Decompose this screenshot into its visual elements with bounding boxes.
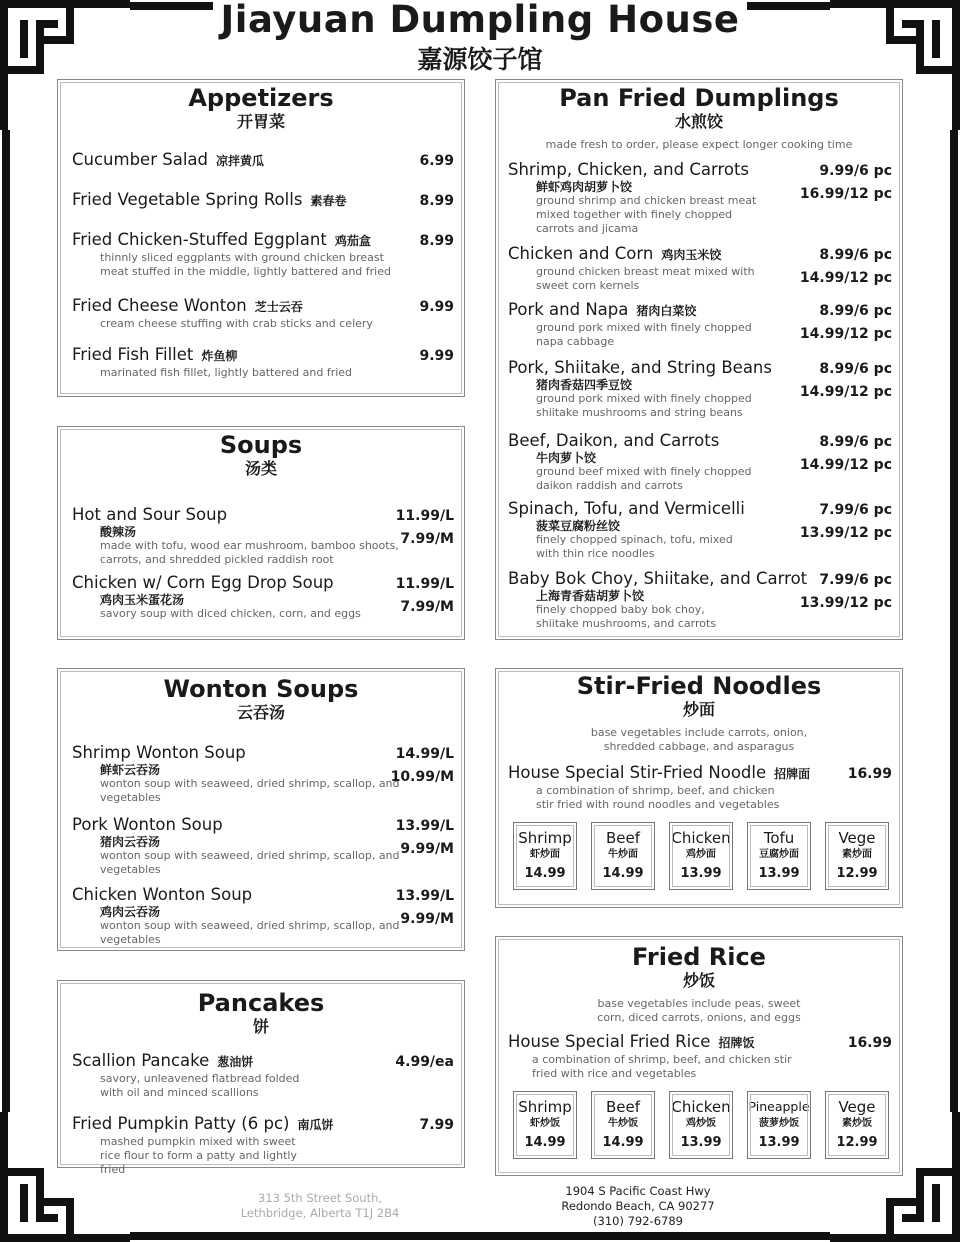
menu-item: Fried Pumpkin Patty (6 pc) 南瓜饼 mashed pumpkin mixed with sweet rice flour to form a patty and lightly fried 7.99 (72, 1114, 454, 1176)
menu-item: Scallion Pancake 葱油饼 savory, unleavened flatbread folded with oil and minced scallions 4.99/ea (72, 1051, 454, 1099)
item-description: cream cheese stuffing with crab sticks and celery (100, 317, 373, 330)
option-tofu: Tofu 豆腐炒面 13.99 (747, 822, 811, 890)
section-title-cn: 云吞汤 (236, 703, 285, 722)
menu-item: Fried Fish Fillet 炸鱼柳 marinated fish fillet, lightly battered and fried 9.99 (72, 345, 454, 379)
rice-options (513, 1091, 889, 1159)
item-description: ground pork mixed with finely chopped napa cabbage (536, 321, 752, 348)
item-price: 9.99 (419, 299, 454, 315)
menu-item: House Special Fried Rice 招牌饭 a combination of shrimp, beef, and chicken stir fried with rice and vegetables 16.99 (508, 1032, 892, 1080)
menu-item: Spinach, Tofu, and Vermicelli 菠菜豆腐粉丝饺 finely chopped spinach, tofu, mixed with thin rice noodles 7.99/6 pc 13.99/12 pc (508, 499, 892, 560)
pancakes-section (57, 980, 465, 1176)
fried-rice-section (495, 936, 903, 1176)
menu-item: Pork and Napa 猪肉白菜饺 ground pork mixed with finely chopped napa cabbage 8.99/6 pc 14.99/12 pc (508, 300, 892, 348)
item-price: 14.99/L 10.99/M (390, 746, 454, 785)
menu-item: Fried Cheese Wonton 芝士云吞 cream cheese stuffing with crab sticks and celery 9.99 (72, 296, 454, 330)
section-note: made fresh to order, please expect longer cooking time (545, 138, 853, 151)
item-price: 8.99/6 pc 14.99/12 pc (799, 247, 892, 286)
option-beef: Beef 牛炒饭 14.99 (591, 1091, 655, 1159)
item-description: finely chopped spinach, tofu, mixed with thin rice noodles (536, 533, 733, 560)
section-title: Stir-Fried Noodles (576, 672, 822, 700)
item-description: thinnly sliced eggplants with ground chicken breast meat stuffed in the middle, lightly battered and fried (100, 251, 391, 278)
wonton-soups-section (57, 668, 465, 951)
item-price: 7.99 (419, 1117, 454, 1133)
menu-item: Pork, Shiitake, and String Beans 猪肉香菇四季豆饺 ground pork mixed with finely chopped shiitake mushrooms and string beans 8.99/6 pc 14.99/12 pc (508, 358, 892, 419)
menu-item: Shrimp Wonton Soup 鲜虾云吞汤 wonton soup with seaweed, dried shrimp, scallop, and vegetables 14.99/L 10.99/M (72, 743, 454, 804)
item-description: wonton soup with seaweed, dried shrimp, scallop, and vegetables (100, 919, 400, 946)
appetizers-section (57, 79, 465, 397)
address-redondo-beach: 1904 S Pacific Coast Hwy Redondo Beach, CA 90277 (310) 792-6789 (561, 1184, 715, 1228)
item-price: 8.99/6 pc 14.99/12 pc (799, 303, 892, 342)
item-description: savory, unleavened flatbread folded with oil and minced scallions (100, 1072, 300, 1099)
menu-item: Beef, Daikon, and Carrots 牛肉萝卜饺 ground beef mixed with finely chopped daikon raddish and carrots 8.99/6 pc 14.99/12 pc (508, 431, 892, 492)
section-title-cn: 水煎饺 (674, 112, 723, 131)
menu-item: Hot and Sour Soup 酸辣汤 made with tofu, wood ear mushroom, bamboo shoots, carrots, and shredded pickled raddish root 11.99/L 7.99/M (72, 505, 454, 566)
item-description: made with tofu, wood ear mushroom, bamboo shoots, carrots, and shredded pickled raddish root (100, 539, 399, 566)
section-title: Wonton Soups (163, 675, 359, 703)
option-chicken: Chicken 鸡炒面 13.99 (669, 822, 733, 890)
option-shrimp: Shrimp 虾炒饭 14.99 (513, 1091, 577, 1159)
item-price: 13.99/L 9.99/M (395, 888, 454, 927)
menu-item: Cucumber Salad 凉拌黄瓜 6.99 (72, 150, 454, 171)
item-price: 8.99/6 pc 14.99/12 pc (799, 361, 892, 400)
section-title-cn: 饼 (252, 1017, 269, 1036)
noodles-section (495, 668, 903, 908)
restaurant-name-cn: 嘉源饺子馆 (0, 40, 960, 76)
menu-item: Chicken w/ Corn Egg Drop Soup 鸡肉玉米蛋花汤 savory soup with diced chicken, corn, and eggs 11.99/L 7.99/M (72, 573, 454, 620)
item-description: ground beef mixed with finely chopped daikon raddish and carrots (536, 465, 752, 492)
item-price: 6.99 (419, 153, 454, 169)
item-price: 13.99/L 9.99/M (395, 818, 454, 857)
item-price: 4.99/ea (395, 1054, 454, 1070)
item-description: finely chopped baby bok choy, shiitake mushrooms, and carrots (536, 603, 717, 630)
section-title-cn: 汤类 (244, 459, 277, 478)
item-price: 9.99/6 pc 16.99/12 pc (799, 163, 892, 202)
item-price: 9.99 (419, 348, 454, 364)
menu-item: Chicken and Corn 鸡肉玉米饺 ground chicken breast meat mixed with sweet corn kernels 8.99/6 pc 14.99/12 pc (508, 244, 892, 292)
section-title: Pan Fried Dumplings (559, 84, 839, 112)
section-title: Fried Rice (632, 943, 766, 971)
item-description: ground pork mixed with finely chopped shiitake mushrooms and string beans (536, 392, 752, 419)
section-title: Appetizers (188, 84, 334, 112)
item-description: ground shrimp and chicken breast meat mixed together with finely chopped carrots and jicama (536, 194, 757, 235)
option-vege: Vege 素炒饭 12.99 (825, 1091, 889, 1159)
border-right-line (950, 130, 958, 1112)
option-beef: Beef 牛炒面 14.99 (591, 822, 655, 890)
section-title-cn: 开胃菜 (236, 112, 285, 131)
dumplings-section (495, 79, 903, 640)
section-title-cn: 炒饭 (682, 971, 715, 990)
menu-item: Fried Chicken-Stuffed Eggplant 鸡茄盒 thinnly sliced eggplants with ground chicken breast meat stuffed in the middle, lightly battered and fried 8.99 (72, 230, 454, 278)
section-title-cn: 炒面 (682, 700, 715, 719)
restaurant-name: Jiayuan Dumpling House (0, 0, 960, 41)
item-price: 11.99/L 7.99/M (395, 576, 454, 615)
item-price: 8.99/6 pc 14.99/12 pc (799, 434, 892, 473)
menu-item: Chicken Wonton Soup 鸡肉云吞汤 wonton soup with seaweed, dried shrimp, scallop, and vegetables 13.99/L 9.99/M (72, 885, 454, 946)
item-price: 16.99 (847, 766, 892, 782)
section-title: Pancakes (197, 989, 325, 1017)
item-description: a combination of shrimp, beef, and chicken stir fried with rice and vegetables (532, 1053, 792, 1080)
item-price: 16.99 (847, 1035, 892, 1051)
noodle-options (513, 822, 889, 890)
option-pineapple: Pineapple 菠萝炒饭 13.99 (747, 1091, 811, 1159)
item-description: wonton soup with seaweed, dried shrimp, scallop, and vegetables (100, 849, 400, 876)
item-price: 8.99 (419, 193, 454, 209)
item-description: savory soup with diced chicken, corn, and eggs (100, 607, 361, 620)
section-note: base vegetables include peas, sweet corn, diced carrots, onions, and eggs (597, 997, 801, 1024)
item-price: 11.99/L 7.99/M (395, 508, 454, 547)
item-description: mashed pumpkin mixed with sweet rice flour to form a patty and lightly fried (100, 1135, 297, 1176)
item-price: 8.99 (419, 233, 454, 249)
item-price: 7.99/6 pc 13.99/12 pc (799, 502, 892, 541)
menu-item: Baby Bok Choy, Shiitake, and Carrot 上海青香菇胡萝卜饺 finely chopped baby bok choy, shiitake mushrooms, and carrots 7.99/6 pc 13.99/12 pc (508, 569, 892, 630)
item-description: marinated fish fillet, lightly battered and fried (100, 366, 353, 379)
item-description: ground chicken breast meat mixed with sweet corn kernels (536, 265, 755, 292)
item-description: a combination of shrimp, beef, and chicken stir fried with round noodles and vegetables (536, 784, 780, 811)
section-note: base vegetables include carrots, onion, shredded cabbage, and asparagus (590, 726, 808, 753)
menu-item: House Special Stir-Fried Noodle 招牌面 a combination of shrimp, beef, and chicken stir fried with round noodles and vegetables 16.99 (508, 763, 892, 811)
soups-section (57, 426, 465, 640)
menu-item: Shrimp, Chicken, and Carrots 鲜虾鸡肉胡萝卜饺 ground shrimp and chicken breast meat mixed together with finely chopped carrots and jicama 9.99/6 pc 16.99/12 pc (508, 160, 892, 235)
option-vege: Vege 素炒面 12.99 (825, 822, 889, 890)
item-price: 7.99/6 pc 13.99/12 pc (799, 572, 892, 611)
border-left-line (2, 130, 10, 1112)
address-lethbridge: 313 5th Street South, Lethbridge, Alberta T1J 2B4 (240, 1191, 400, 1220)
option-shrimp: Shrimp 虾炒面 14.99 (513, 822, 577, 890)
menu-item: Pork Wonton Soup 猪肉云吞汤 wonton soup with seaweed, dried shrimp, scallop, and vegetables 13.99/L 9.99/M (72, 815, 454, 876)
section-title: Soups (219, 431, 303, 459)
item-description: wonton soup with seaweed, dried shrimp, scallop, and vegetables (100, 777, 400, 804)
option-chicken: Chicken 鸡炒饭 13.99 (669, 1091, 733, 1159)
border-bottom-line (130, 1232, 830, 1240)
menu-item: Fried Vegetable Spring Rolls 素春卷 8.99 (72, 190, 454, 211)
